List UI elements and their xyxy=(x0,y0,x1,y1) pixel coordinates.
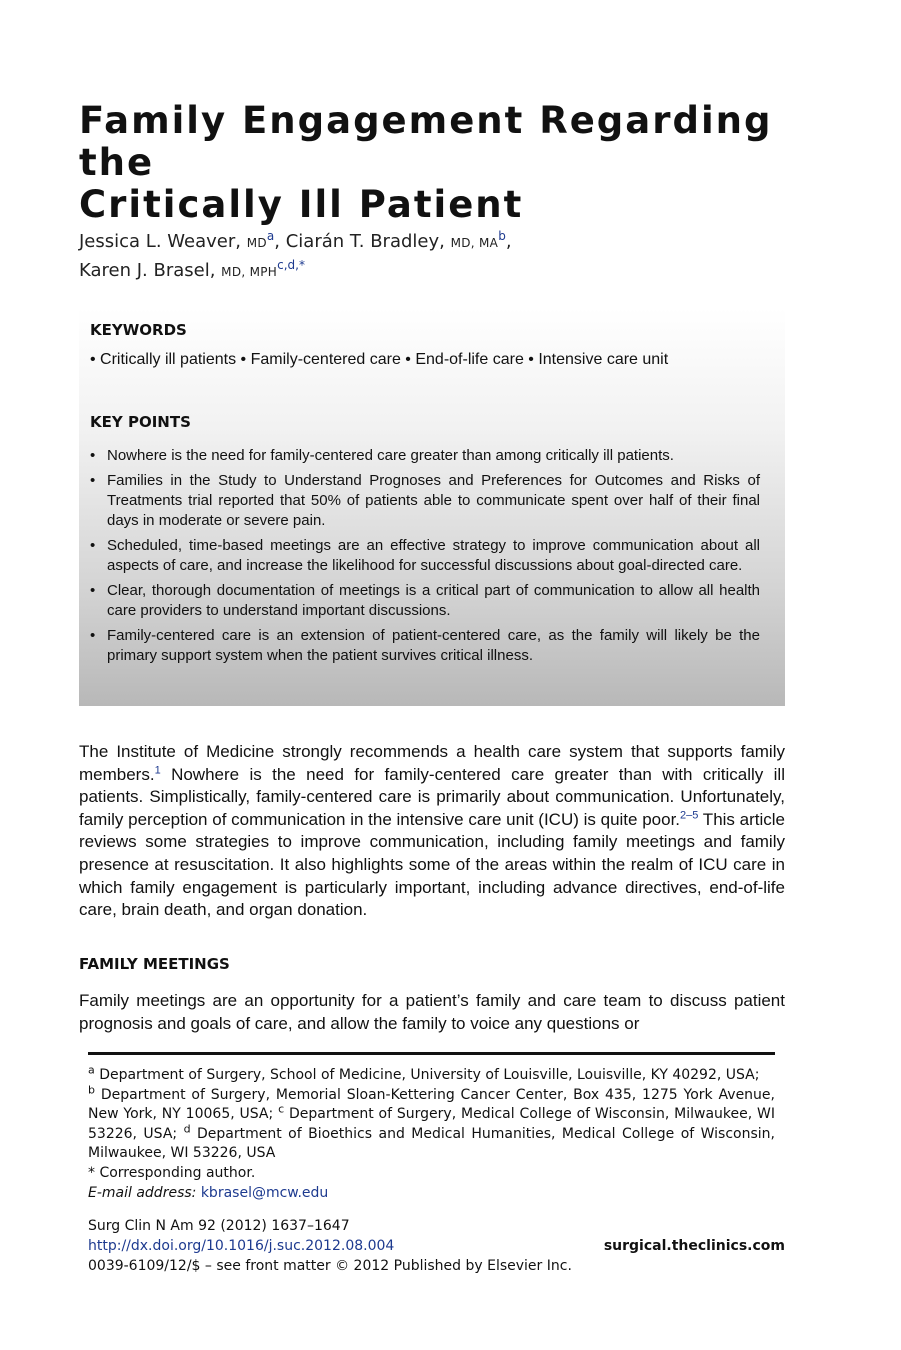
reference-link[interactable]: 1 xyxy=(154,763,161,776)
key-point-item xyxy=(90,471,760,531)
intro-text-3: This article reviews some strategies to improve communication, including family meetings and family presence at resuscitation. It also highlights some of the areas within the realm of ICU care in which family engagement is particularly important, including advance directives, end-of-life care, brain death, and organ donation. xyxy=(79,809,786,920)
bullet-icon: • xyxy=(90,447,96,464)
author-degree: MD, MA xyxy=(450,236,499,250)
bullet-icon: • xyxy=(90,582,96,599)
footnote-marker: d xyxy=(183,1122,191,1136)
affiliation-text: Department of Bioethics and Medical Humanities, Medical College of Wisconsin, Milwaukee, WI 53226, USA xyxy=(88,1125,775,1162)
key-points-list xyxy=(90,446,760,671)
key-point-text: Nowhere is the need for family-centered care greater than among critically ill patients. xyxy=(107,447,674,464)
intro-text-1: The Institute of Medicine strongly recommends a health care system that supports family members. xyxy=(79,742,785,784)
journal-website: surgical.theclinics.com xyxy=(603,1238,785,1254)
author-list xyxy=(79,228,512,286)
key-points-heading: KEY POINTS xyxy=(90,413,191,431)
keywords-keypoints-box xyxy=(79,308,785,706)
author-affiliation-link[interactable]: b xyxy=(498,229,506,243)
author-separator: , xyxy=(505,231,512,252)
email-link[interactable]: kbrasel@mcw.edu xyxy=(200,1184,329,1201)
article-title xyxy=(79,100,839,226)
author-name: Karen J. Brasel, xyxy=(79,260,216,281)
doi-link[interactable]: http://dx.doi.org/10.1016/j.suc.2012.08.004 xyxy=(88,1238,395,1254)
footnote-marker: b xyxy=(88,1082,95,1096)
copyright-line: 0039-6109/12/$ – see front matter © 2012 Published by Elsevier Inc. xyxy=(88,1258,572,1274)
affiliations xyxy=(88,1063,776,1164)
footnote-marker: c xyxy=(278,1102,285,1116)
key-point-text: Clear, thorough documentation of meetings is a critical part of communication to allow all health care providers to understand important discussions. xyxy=(107,582,760,619)
bullet-icon: • xyxy=(90,627,96,644)
footnote-divider xyxy=(88,1052,775,1055)
affiliation-text: Department of Surgery, School of Medicine, University of Louisville, Louisville, KY 40292, USA; xyxy=(94,1067,760,1083)
key-point-item xyxy=(90,626,760,666)
key-point-item xyxy=(90,581,760,621)
key-point-item xyxy=(90,536,760,576)
intro-text-2: Nowhere is the need for family-centered care greater than with critically ill patients. Simplistically, family-centered care is primarily about communication. Unfortunately, family perception of communication in the intensive care unit (ICU) is quite poor. xyxy=(79,764,785,829)
keywords-list: • Critically ill patients • Family-centered care • End-of-life care • Intensive care unit xyxy=(90,351,669,368)
key-point-text: Scheduled, time-based meetings are an effective strategy to improve communication about all aspects of care, and increase the likelihood for successful discussions about goal-directed care. xyxy=(107,537,760,574)
email-line xyxy=(88,1184,775,1204)
bullet-icon: • xyxy=(90,537,96,554)
author-affiliation-link[interactable]: c,d,* xyxy=(277,258,305,272)
author-name: Jessica L. Weaver, xyxy=(79,231,241,252)
affiliation-text: Department of Surgery, Medical College of Wisconsin, Milwaukee, WI 53226, USA; xyxy=(88,1106,776,1142)
author-degree: MD xyxy=(246,236,267,250)
family-meetings-paragraph: Family meetings are an opportunity for a patient’s family and care team to discuss patient prognosis and goals of care, and allow the family to voice any questions or xyxy=(79,991,785,1033)
journal-info xyxy=(88,1216,572,1276)
affiliation-text: Department of Surgery, Memorial Sloan-Kettering Cancer Center, Box 435, 1275 York Avenue, New York, NY 10065, USA; xyxy=(88,1086,775,1123)
section-heading-family-meetings: FAMILY MEETINGS xyxy=(79,955,230,973)
keywords-heading: KEYWORDS xyxy=(90,321,187,339)
reference-link[interactable]: 2–5 xyxy=(680,809,699,822)
bullet-icon: • xyxy=(90,472,96,489)
intro-paragraph xyxy=(79,741,785,922)
footnote-marker: a xyxy=(88,1063,95,1077)
author-separator: , xyxy=(274,231,280,252)
author-degree: MD, MPH xyxy=(221,265,278,279)
article-title-line-2: Critically Ill Patient xyxy=(79,183,524,226)
key-point-text: Family-centered care is an extension of patient-centered care, as the family will likely be the primary support system when the patient survives critical illness. xyxy=(107,627,760,664)
article-title-line-1: Family Engagement Regarding the xyxy=(79,99,773,184)
author-name: Ciarán T. Bradley, xyxy=(285,231,445,252)
key-point-item xyxy=(90,446,760,466)
email-label: E-mail address: xyxy=(88,1184,197,1201)
corresponding-author: * Corresponding author. xyxy=(88,1164,256,1181)
author-affiliation-link[interactable]: a xyxy=(266,229,275,243)
footnotes xyxy=(88,1063,776,1203)
journal-citation: Surg Clin N Am 92 (2012) 1637–1647 xyxy=(88,1218,350,1234)
key-point-text: Families in the Study to Understand Prognoses and Preferences for Outcomes and Risks of Treatments trial reported that 50% of patients able to communicate spent over half of their final days in moderate or severe pain. xyxy=(107,472,760,529)
